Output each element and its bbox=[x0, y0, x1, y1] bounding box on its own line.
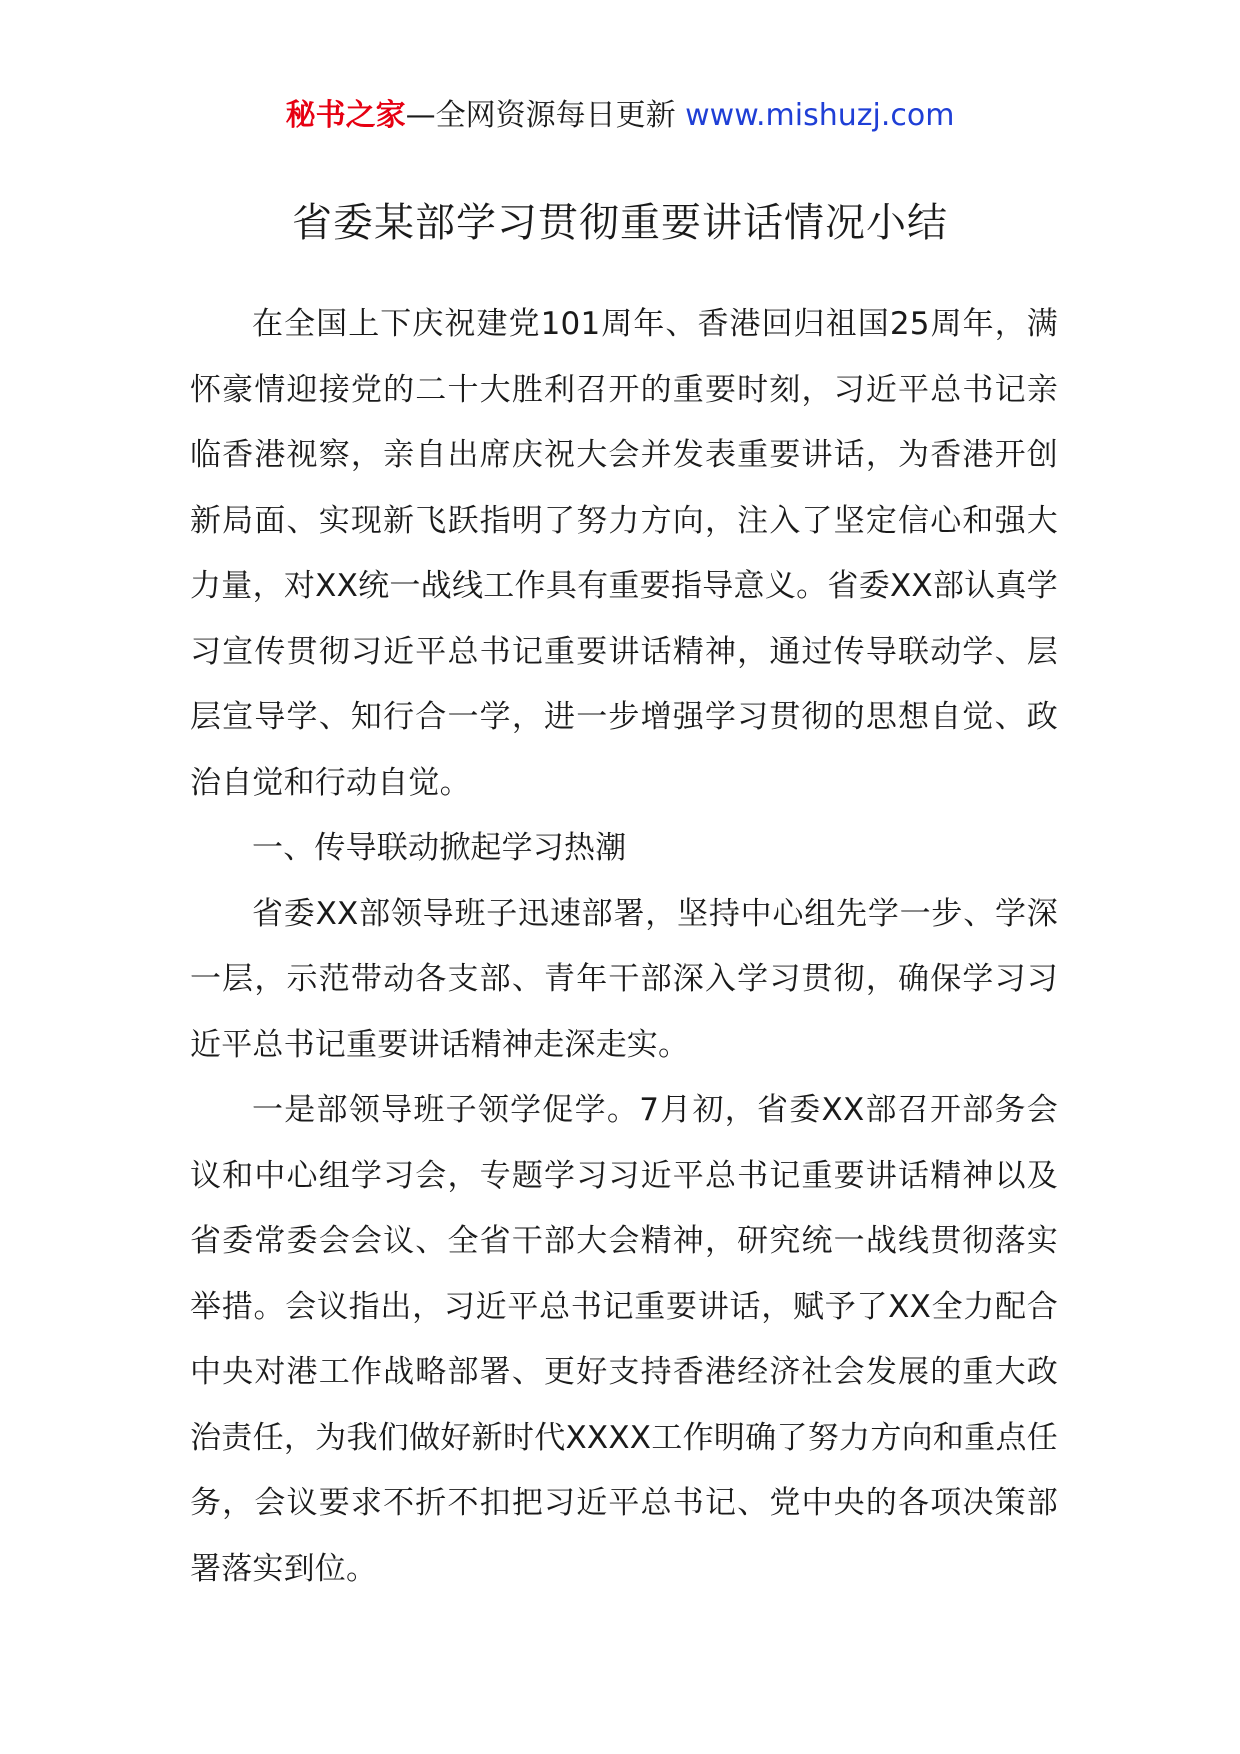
site-url-link[interactable]: www.mishuzj.com bbox=[685, 98, 955, 133]
paragraph-section-1: 省委XX部领导班子迅速部署，坚持中心组先学一步、学深一层，示范带动各支部、青年干部深入学习贯彻，确保学习习近平总书记重要讲话精神走深走实。 bbox=[190, 895, 1058, 1063]
site-banner bbox=[0, 96, 1240, 136]
paragraph-intro: 在全国上下庆祝建党101周年、香港回归祖国25周年，满怀豪情迎接党的二十大胜利召开的重要时刻，习近平总书记亲临香港视察，亲自出席庆祝大会并发表重要讲话，为香港开创新局面、实现新飞跃指明了努力方向，注入了坚定信心和强大力量，对XX统一战线工作具有重要指导意义。省委XX部认真学习宣传贯彻习近平总书记重要讲话精神，通过传导联动学、层层宣导学、知行合一学，进一步增强学习贯彻的思想自觉、政治自觉和行动自觉。 bbox=[190, 306, 1058, 801]
document-title: 省委某部学习贯彻重要讲话情况小结 bbox=[292, 199, 948, 246]
site-brand: 秘书之家 bbox=[285, 98, 406, 133]
site-tagline: —全网资源每日更新 bbox=[405, 98, 676, 133]
section-heading-1: 一、传导联动掀起学习热潮 bbox=[252, 830, 627, 866]
document-body bbox=[190, 292, 1058, 1602]
paragraph-item-1: 一是部领导班子领学促学。7月初，省委XX部召开部务会议和中心组学习会，专题学习习近平总书记重要讲话精神以及省委常委会会议、全省干部大会精神，研究统一战线贯彻落实举措。会议指出，习近平总书记重要讲话，赋予了XX全力配合中央对港工作战略部署、更好支持香港经济社会发展的重大政治责任，为我们做好新时代XXXX工作明确了努力方向和重点任务，会议要求不折不扣把习近平总书记、党中央的各项决策部署落实到位。 bbox=[190, 1092, 1058, 1587]
